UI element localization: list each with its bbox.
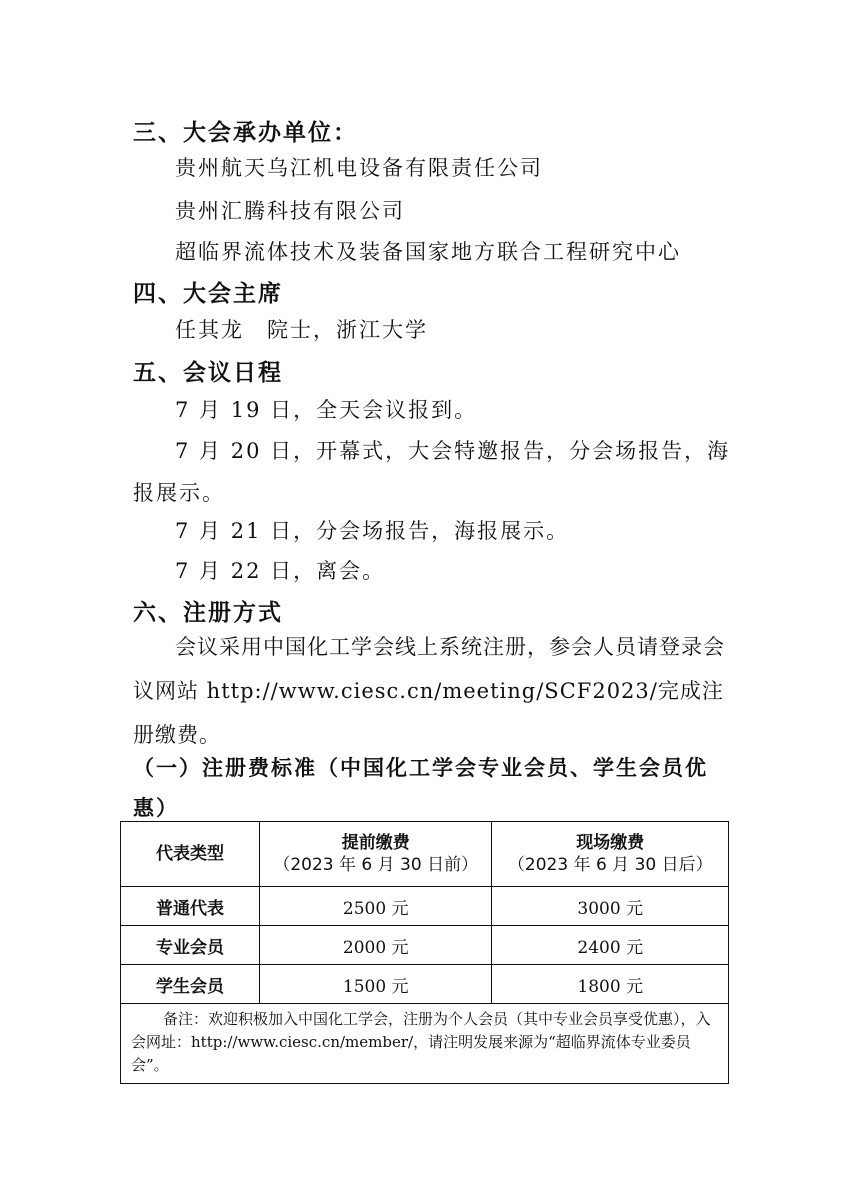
schedule-day: 7 月 22 日，离会。	[175, 559, 386, 583]
section-heading-organizers: 三、大会承办单位：	[133, 120, 358, 146]
onsite-title: 现场缴费	[576, 833, 645, 853]
table-row	[121, 926, 729, 965]
table-row	[121, 965, 729, 1004]
onsite-fee-cell: 3000 元	[492, 887, 729, 926]
registration-paragraph: 会议采用中国化工学会线上系统注册，参会人员请登录会议网站 http://www.ciesc.cn/meeting/SCF2023/完成注册缴费。	[133, 635, 725, 747]
fee-standard-heading: （一）注册费标准（中国化工学会专业会员、学生会员优惠）	[133, 756, 708, 820]
table-note-row	[121, 1004, 729, 1084]
chair-text: 任其龙 院士，浙江大学	[175, 318, 428, 342]
early-title: 提前缴费	[341, 833, 410, 853]
schedule-day: 7 月 21 日，分会场报告，海报展示。	[175, 519, 570, 543]
early-fee-cell: 1500 元	[259, 965, 492, 1004]
organizer-item: 贵州航天乌江机电设备有限责任公司	[175, 156, 543, 180]
column-header-early	[259, 822, 492, 887]
early-date: （2023 年 6 月 30 日前）	[273, 855, 479, 875]
organizer-item: 贵州汇腾科技有限公司	[175, 199, 405, 223]
schedule-day: 7 月 20 日，开幕式，大会特邀报告，分会场报告，海	[175, 439, 731, 463]
fee-type-cell: 普通代表	[121, 887, 260, 926]
fee-type-cell: 学生会员	[121, 965, 260, 1004]
early-fee-cell: 2000 元	[259, 926, 492, 965]
table-row	[121, 887, 729, 926]
section-heading-registration: 六、注册方式	[133, 600, 283, 626]
onsite-date: （2023 年 6 月 30 日后）	[507, 855, 713, 875]
onsite-fee-cell: 2400 元	[492, 926, 729, 965]
registration-fee-table	[120, 821, 729, 1084]
early-fee-cell: 2500 元	[259, 887, 492, 926]
table-header-row	[121, 822, 729, 887]
section-heading-chair: 四、大会主席	[133, 281, 283, 307]
schedule-day-continued: 报展示。	[133, 481, 225, 505]
schedule-day: 7 月 19 日，全天会议报到。	[175, 398, 478, 422]
column-header-type: 代表类型	[121, 822, 260, 887]
table-note: 备注：欢迎积极加入中国化工学会，注册为个人会员（其中专业会员享受优惠），入会网址：http://www.ciesc.cn/member/，请注明发展来源为“超临界流体专业委员会”。	[121, 1004, 729, 1084]
fee-type-cell: 专业会员	[121, 926, 260, 965]
organizer-item: 超临界流体技术及装备国家地方联合工程研究中心	[175, 240, 681, 264]
section-heading-schedule: 五、会议日程	[133, 360, 283, 386]
column-header-onsite	[492, 822, 729, 887]
onsite-fee-cell: 1800 元	[492, 965, 729, 1004]
